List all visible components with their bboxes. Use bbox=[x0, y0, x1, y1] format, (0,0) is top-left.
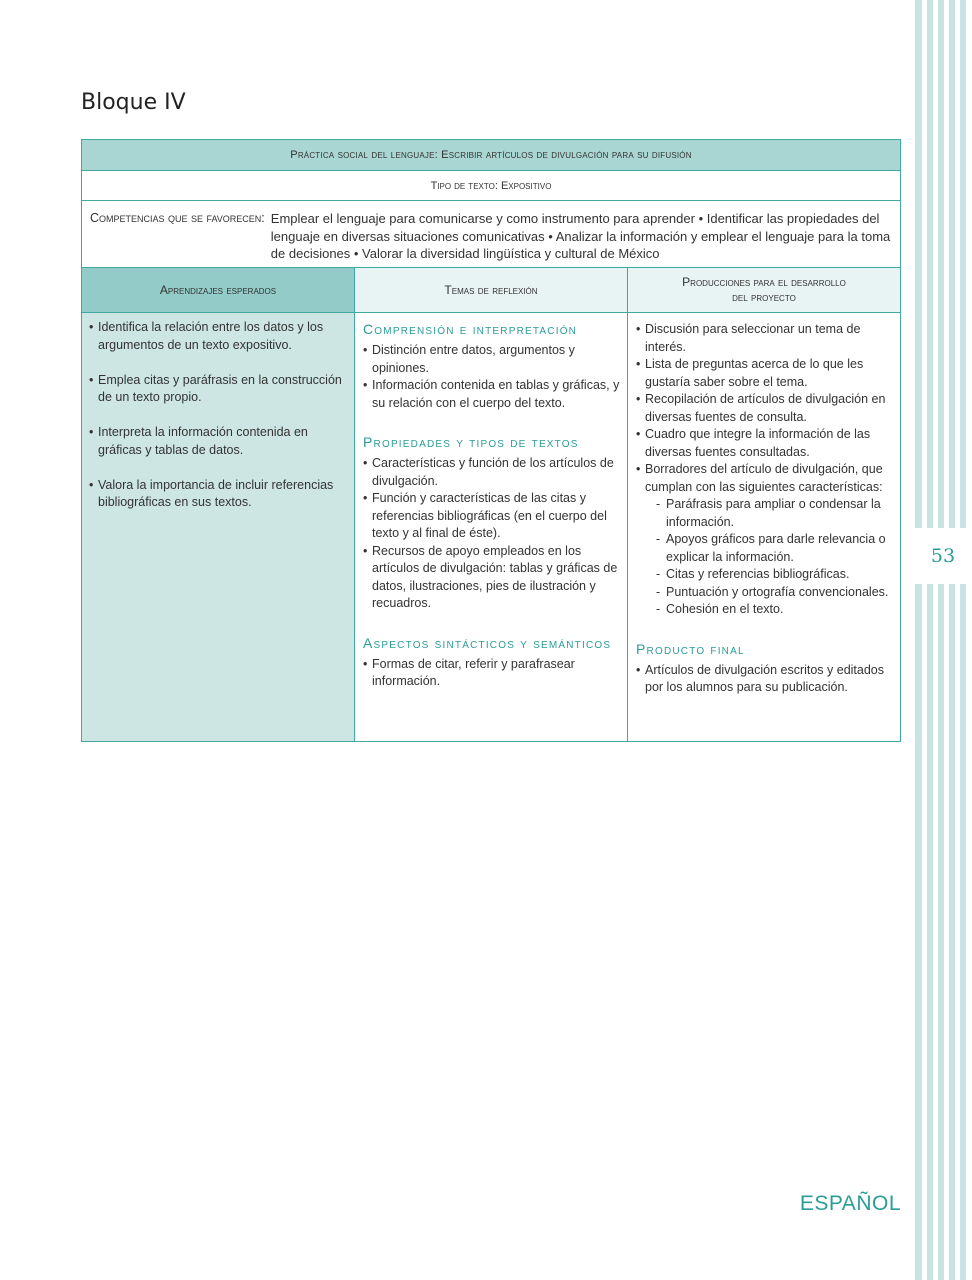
list-item: • Distinción entre datos, argumentos y opiniones. bbox=[363, 343, 575, 375]
sub-list-item: - Cohesión en el texto. bbox=[656, 602, 784, 616]
list-item: • Artículos de divulgación escritos y editados por los alumnos para su publicación. bbox=[636, 662, 885, 694]
subject-label: ESPAÑOL bbox=[799, 1192, 901, 1215]
header-producciones bbox=[628, 268, 900, 312]
list-item: • Recopilación de artículos de divulgación en diversas fuentes de consulta. bbox=[636, 392, 886, 424]
text-type-row bbox=[82, 171, 900, 201]
competencies-text: Emplear el lenguaje para comunicarse y como instrumento para aprender • Identificar las propiedades del lenguaje en diversas situaciones comunicativas • Analizar la información y emplear el lenguaje para la toma de decisiones • Valorar la diversidad lingüística y cultural de México bbox=[270, 211, 891, 261]
list-item: • Interpreta la información contenida en gráficas y tablas de datos. bbox=[89, 425, 308, 457]
practice-row bbox=[82, 140, 900, 171]
sub-list-item: - Citas y referencias bibliográficas. bbox=[656, 567, 850, 581]
list-item: • Cuadro que integre la información de las diversas fuentes consultadas. bbox=[636, 427, 871, 459]
list-item: • Formas de citar, referir y parafrasear información. bbox=[363, 656, 575, 688]
aprendizajes-column bbox=[82, 313, 355, 741]
page-number: 53 bbox=[914, 528, 972, 584]
block-title: Bloque IV bbox=[81, 90, 186, 115]
list-item: • Discusión para seleccionar un tema de interés. bbox=[636, 322, 861, 354]
list-item: • Valora la importancia de incluir referencias bibliográficas en sus textos. bbox=[89, 477, 334, 509]
header-producciones-line2: del proyecto bbox=[732, 290, 796, 304]
content-row bbox=[82, 313, 900, 741]
list-item: • Características y función de los artículos de divulgación. bbox=[363, 456, 614, 488]
text-type-value: Expositivo bbox=[500, 179, 552, 192]
sub-list-item: - Apoyos gráficos para darle relevancia o explicar la información. bbox=[656, 532, 886, 564]
section-title-comprension: Comprensión e interpretación bbox=[363, 321, 578, 337]
column-headers bbox=[82, 268, 900, 313]
list-item: • Lista de preguntas acerca de lo que les gustaría saber sobre el tema. bbox=[636, 357, 864, 389]
section-title-producto-final: Producto final bbox=[636, 640, 745, 657]
list-item: • Emplea citas y paráfrasis en la construcción de un texto propio. bbox=[89, 372, 342, 404]
temas-column bbox=[355, 313, 628, 741]
list-item: • Recursos de apoyo empleados en los artículos de divulgación: tablas y gráficas de datos, ilustraciones, pies de ilustración y recuadros. bbox=[363, 543, 618, 610]
sub-list-item: - Puntuación y ortografía convencionales. bbox=[656, 584, 889, 599]
list-item: • Información contenida en tablas y gráficas, y su relación con el cuerpo del texto. bbox=[363, 378, 620, 410]
section-title-aspectos: Aspectos sintácticos y semánticos bbox=[363, 634, 612, 651]
competencies-row bbox=[82, 201, 900, 268]
list-item: • Función y características de las citas y referencias bibliográficas (en el cuerpo del texto y al final de éste). bbox=[363, 491, 607, 540]
list-item: • Identifica la relación entre los datos y los argumentos de un texto expositivo. bbox=[89, 320, 324, 352]
producciones-column bbox=[628, 313, 900, 741]
competencies-label: Competencias que se favorecen: bbox=[90, 211, 265, 225]
list-item: • Borradores del artículo de divulgación, que cumplan con las siguientes características: bbox=[636, 462, 883, 494]
practice-value: Escribir artículos de divulgación para su difusión bbox=[441, 149, 692, 161]
decorative-stripes bbox=[914, 0, 972, 1280]
header-aprendizajes: Aprendizajes esperados bbox=[82, 268, 355, 312]
practice-label: Práctica social del lenguaje: bbox=[290, 149, 438, 161]
curriculum-table bbox=[81, 139, 901, 742]
text-type-label: Tipo de texto: bbox=[430, 179, 498, 192]
header-producciones-line1: Producciones para el desarrollo bbox=[682, 275, 846, 289]
header-temas: Temas de reflexión bbox=[355, 268, 628, 312]
section-title-propiedades: Propiedades y tipos de textos bbox=[363, 434, 579, 450]
sub-list-item: - Paráfrasis para ampliar o condensar la información. bbox=[656, 497, 881, 529]
